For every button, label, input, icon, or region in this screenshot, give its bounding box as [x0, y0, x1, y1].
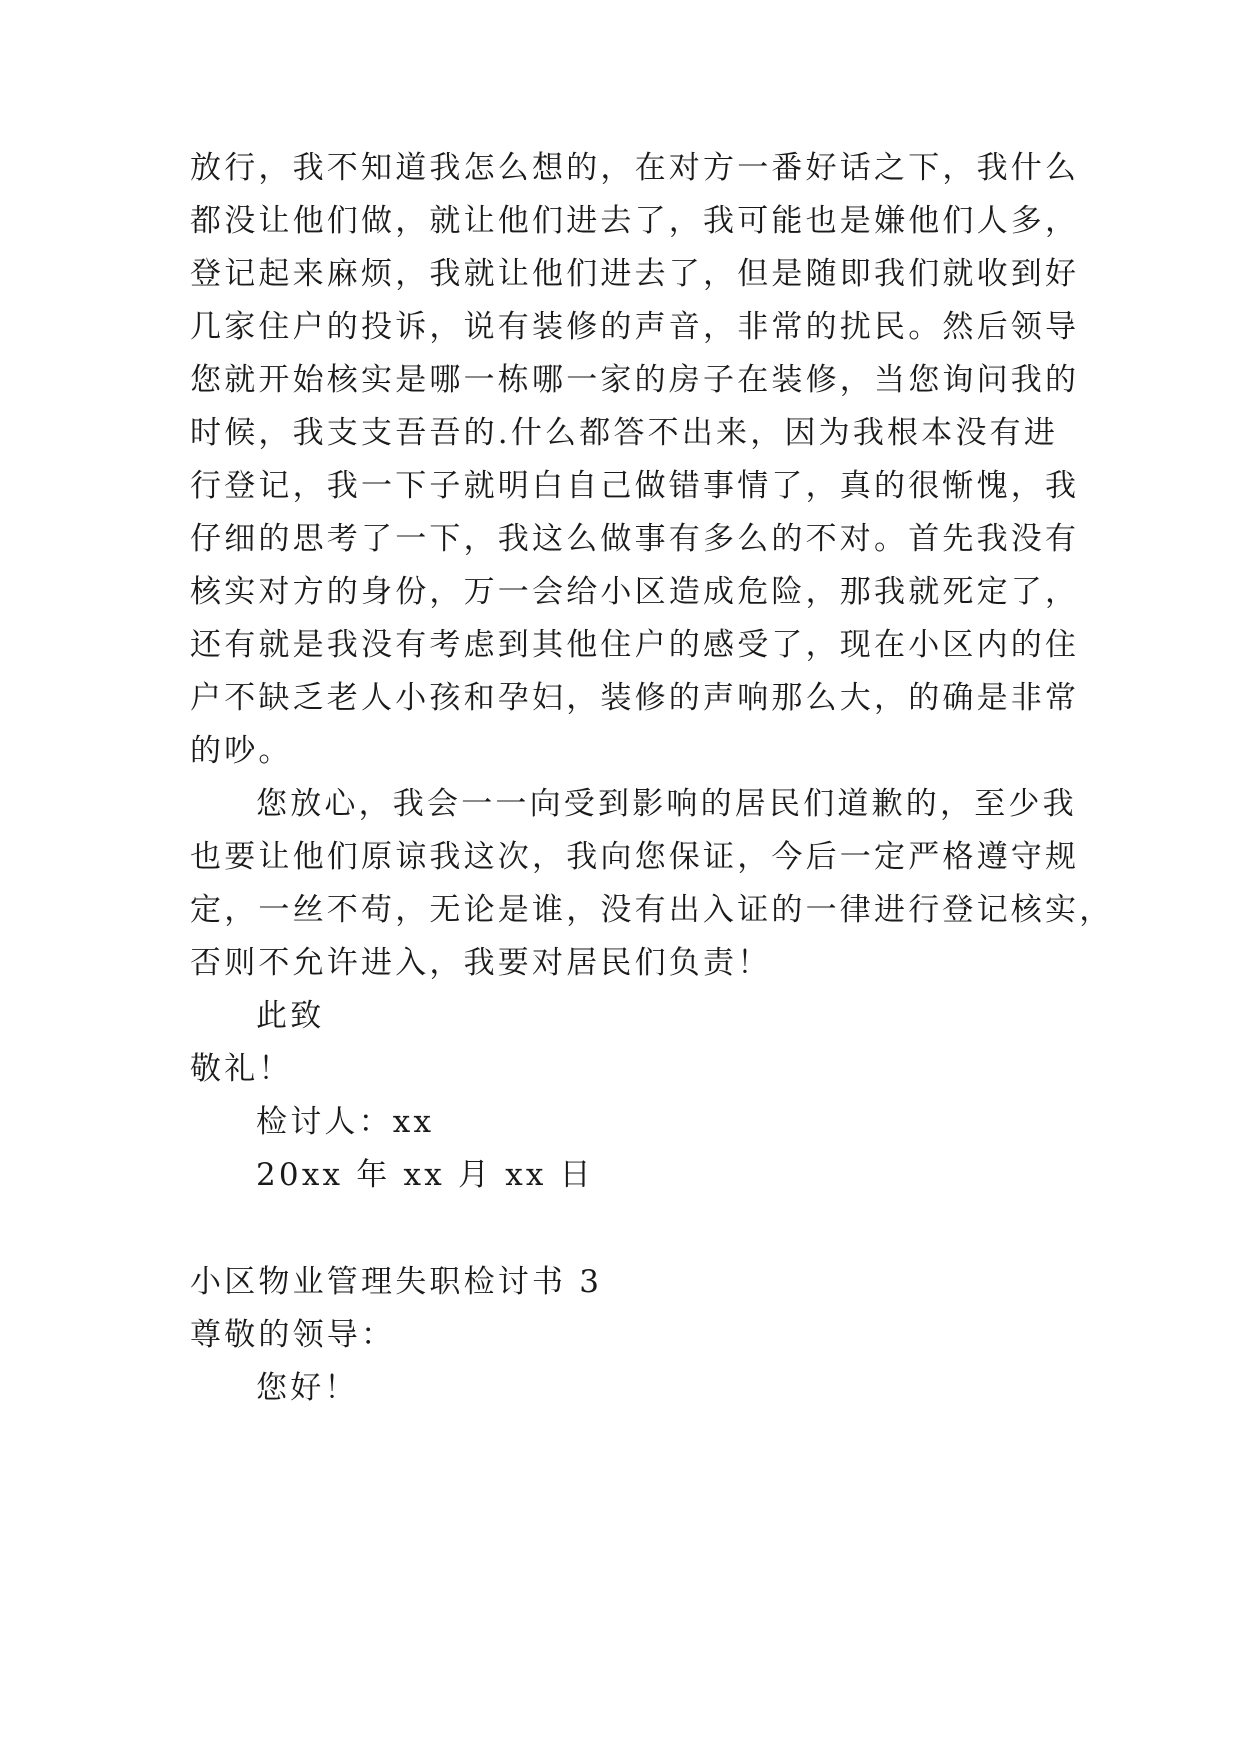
paragraph-2-line-3: 定，一丝不苟，无论是谁，没有出入证的一律进行登记核实，	[190, 892, 1114, 928]
letter-greeting: 尊敬的领导：	[190, 1317, 396, 1353]
body-line-5: 您就开始核实是哪一栋哪一家的房子在装修，当您询问我的	[190, 362, 1080, 398]
paragraph-2-line-1: 您放心，我会一一向受到影响的居民们道歉的，至少我	[256, 786, 1077, 822]
section-title: 小区物业管理失职检讨书 3	[190, 1264, 603, 1300]
body-line-11: 户不缺乏老人小孩和孕妇，装修的声响那么大，的确是非常	[190, 680, 1080, 716]
signature-author: 检讨人：xx	[256, 1104, 435, 1140]
closing-regards: 敬礼！	[190, 1051, 293, 1087]
paragraph-2-line-2: 也要让他们原谅我这次，我向您保证，今后一定严格遵守规	[190, 839, 1080, 875]
body-line-7: 行登记，我一下子就明白自己做错事情了，真的很惭愧，我	[190, 468, 1080, 504]
body-line-2: 都没让他们做，就让他们进去了，我可能也是嫌他们人多，	[190, 203, 1080, 239]
body-line-6: 时候，我支支吾吾的.什么都答不出来，因为我根本没有进	[190, 415, 1059, 451]
body-line-3: 登记起来麻烦，我就让他们进去了，但是随即我们就收到好	[190, 256, 1080, 292]
signature-date: 20xx 年 xx 月 xx 日	[256, 1157, 594, 1193]
body-line-10: 还有就是我没有考虑到其他住户的感受了，现在小区内的住	[190, 627, 1080, 663]
body-line-9: 核实对方的身份，万一会给小区造成危险，那我就死定了，	[190, 574, 1080, 610]
body-line-1: 放行，我不知道我怎么想的，在对方一番好话之下，我什么	[190, 150, 1080, 186]
body-line-12: 的吵。	[190, 733, 293, 769]
letter-hello: 您好！	[256, 1370, 359, 1406]
body-line-4: 几家住户的投诉，说有装修的声音，非常的扰民。然后领导	[190, 309, 1080, 345]
closing-salutation: 此致	[256, 998, 325, 1034]
body-line-8: 仔细的思考了一下，我这么做事有多么的不对。首先我没有	[190, 521, 1080, 557]
paragraph-2-line-4: 否则不允许进入，我要对居民们负责！	[190, 945, 772, 981]
